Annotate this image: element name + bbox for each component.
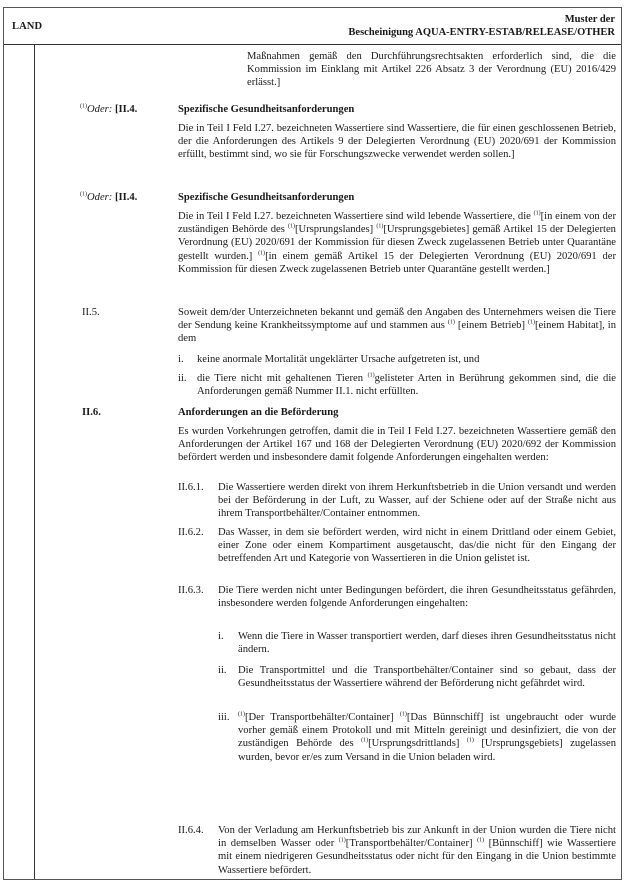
subsection-text-ii62: Das Wasser, in dem sie befördert werden, wird nicht in einem Drittland oder einem Gebiet, einer Zone oder einem Kompartiment ausgetauscht, das/die nicht für den Eingang der betreffenden Art und Kategorie von Wassertieren in die Union gelistet ist. [218,527,616,565]
section-title-ii4-b: Spezifische Gesundheitsanforderungen [178,192,355,203]
subsection-number-ii63: II.6.3. [178,585,204,596]
subsection-number-ii64: II.6.4. [178,825,204,836]
section-number-oder-ii4-a: $^{(1)}$Oder: [II.4. [80,103,138,115]
certificate-body [4,44,621,879]
ii5-item-ii-label: ii. [178,373,187,384]
section-title-ii6: Anforderungen an die Beförderung [178,407,339,418]
section-text-ii5: Soweit dem/der Unterzeichneten bekannt und gemäß den Angaben des Unternehmers weisen die Tiere der Sendung keine Krankheitssymptome auf und stammen aus $^{(1)}$ [einem Betrieb] $^{(1)}$[einem Habitat], in dem [178,307,616,345]
section-number-oder-ii4-b: $^{(1)}$Oder: [II.4. [80,191,138,203]
ii63-item-iii-text: $^{(1)}$[Der Transportbehälter/Container] $^{(1)}$[Das Bünnschiff] ist ungebraucht oder wurde vorher gemäß einem Protokoll und mit Mitteln gereinigt und desinfiziert, die von der zuständigen Behörde des $^{(1)}$[Ursprungsdrittlands] $^{(1)}$ [Ursprungsgebiets] zugelassen wurden, bevor er/es zum Versand in die Union beladen wird. [238,711,617,763]
subsection-text-ii64: Von der Verladung am Herkunftsbetrieb bis zur Ankunft in der Union wurden die Tiere nicht in demselben Wasser oder $^{(1)}$[Transportbehälter/Container] $^{(1)}$ [Bünnschiff] wie Wassertiere mit einem niedrigeren Gesundheitsstatus oder nicht für den Eingang in die Union bestimmte Wassertiere befördert. [218,825,616,876]
model-line-1: Muster der [564,14,615,25]
section-text-ii4-a: Die in Teil I Feld I.27. bezeichneten Wassertiere sind Wassertiere, die für einen geschlossenen Betrieb, der die Anforderungen des Artikels 9 der Delegierten Verordnung (EU) 2020/691 der Kommission erfüllt, bestimmt sind, wo sie für Forschungszwecke verwendet werden sollen.] [178,123,616,161]
ii5-item-i-label: i. [178,354,184,365]
certificate-model-title [348,13,615,39]
country-label: LAND [12,21,43,32]
continuation-paragraph: Maßnahmen gemäß den Durchführungsrechtsakten erforderlich sind, die die Kommission im Einklang mit Artikel 226 Absatz 3 der Verordnung (EU) 2016/429 erlässt.] [247,51,616,89]
section-text-ii6: Es wurden Vorkehrungen getroffen, damit die in Teil I Feld I.27. bezeichneten Wassertiere gemäß den Anforderungen der Artikel 167 und 168 der Delegierten Verordnung (EU) 2020/692 der Kommission befördert werden und insbesondere damit folgende Anforderungen eingehalten werden: [178,426,616,464]
page-header [4,8,621,45]
subsection-text-ii61: Die Wassertiere werden direkt von ihrem Herkunftsbetrieb in die Union versandt und werden bei der Beförderung in der Luft, zu Wasser, auf der Schiene oder auf der Straße nicht aus ihrem Transportbehälter/Container entnommen. [218,482,616,520]
section-number-ii5: II.5. [82,307,100,318]
ii5-item-i-text: keine anormale Mortalität ungeklärter Ursache aufgetreten ist, und [197,354,480,365]
ii63-item-ii-text: Die Transportmittel und die Transportbehälter/Container sind so gebaut, dass der Gesundheitsstatus der Wassertiere während der Beförderung nicht gefährdet wird. [238,665,616,690]
ii63-item-i-text: Wenn die Tiere in Wasser transportiert werden, darf dieses ihren Gesundheitsstatus nicht ändern. [238,631,616,656]
ii5-item-ii-text: die Tiere nicht mit gehaltenen Tieren $^{(1)}$gelisteter Arten in Berührung gekommen sind, die die Anforderungen gemäß Nummer II.1. nicht erfüllten. [197,372,616,398]
ii63-item-iii-label: iii. [218,712,230,723]
ii63-item-i-label: i. [218,631,224,642]
model-line-2: Bescheinigung AQUA-ENTRY-ESTAB/RELEASE/OTHER [348,27,615,38]
certificate-page [3,7,622,880]
ii63-item-ii-label: ii. [218,665,227,676]
section-title-ii4-a: Spezifische Gesundheitsanforderungen [178,104,355,115]
subsection-number-ii62: II.6.2. [178,527,204,538]
section-number-ii6: II.6. [82,407,101,418]
section-text-ii4-b: Die in Teil I Feld I.27. bezeichneten Wassertiere sind wild lebende Wassertiere, die $^{(1)}$[in einem von der zuständigen Behörde des $^{(1)}$[Ursprungslandes] $^{(1)}$[Ursprungsgebietes] gemäß Artikel 15 der Delegierten Verordnung (EU) 2020/691 der Kommission für diesen Zweck zugelassenen Betrieb unter Quarantäne gestellt wurden.] $^{(1)}$[in einem gemäß Artikel 15 der Delegierten Verordnung (EU) 2020/691 der Kommission für diesen Zweck zugelassenen Betrieb unter Quarantäne gestellt werden.] [178,210,617,275]
subsection-number-ii61: II.6.1. [178,482,204,493]
subsection-text-ii63: Die Tiere werden nicht unter Bedingungen befördert, die ihren Gesundheitsstatus gefährden, insbesondere werden folgende Anforderungen eingehalten: [218,585,616,610]
